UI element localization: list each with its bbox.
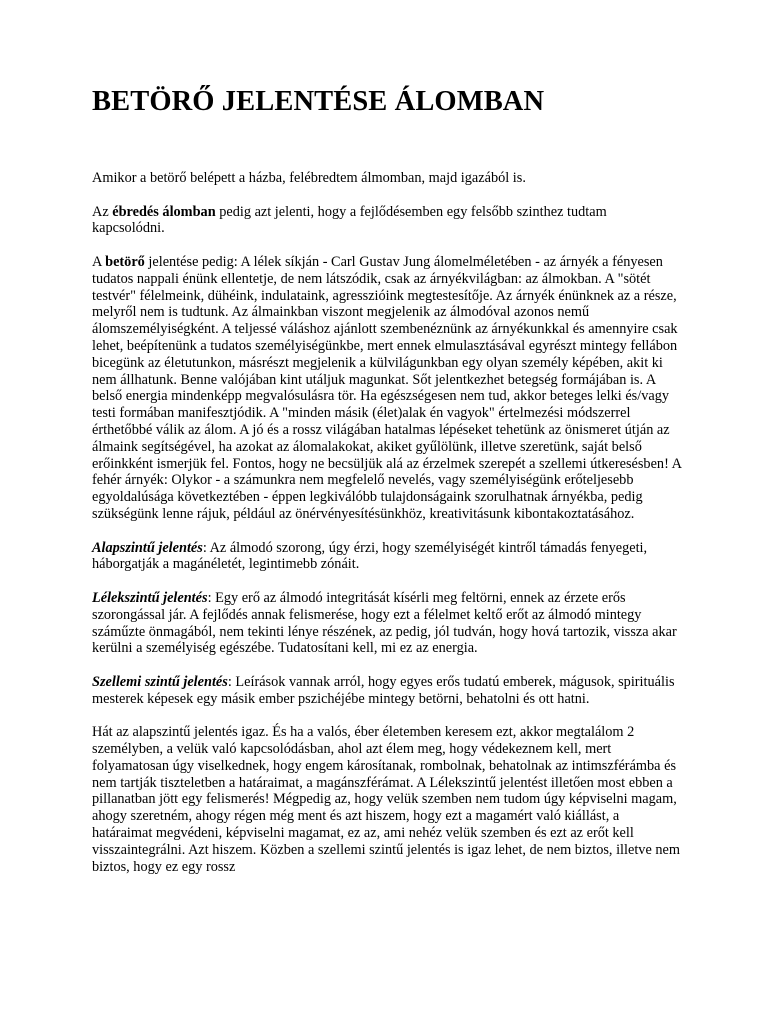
closing-paragraph: Hát az alapszintű jelentés igaz. És ha a valós, éber életemben keresem ezt, akkor megtalálom 2 személyben, a velük való kapcsolódásban, ahol azt élem meg, hogy védekeznem kell, mert folyamatosan úgy viselkednek, hogy engem károsítanak, rombolnak, behatolnak az intimszférámba és nem tartják tiszteletben a határaimat, a magánszférámat. A Lélekszintű jelentést illetően most ebben a pillanatban jött egy felismerés! Mégpedig az, hogy velük szemben nem tudom úgy képviselni magam, ahogy szeretném, ahogy régen még ment és azt hiszem, hogy ezt a magamért való kiállást, a határaimat megvédeni, képviselni magamat, ez az, ami nehéz velük szemben és ezt az erőt kell visszaintegrálni. Azt hiszem. Közben a szellemi szintű jelentés is igaz lehet, de nem biztos, illetve nem biztos, hogy ez egy rossz [92, 724, 680, 875]
spirit-meaning-paragraph [92, 674, 682, 708]
awakening-term: ébredés álomban [112, 203, 216, 220]
awakening-paragraph [92, 204, 682, 238]
burglar-term: betörő [105, 253, 145, 270]
page-title: BETÖRŐ JELENTÉSE ÁLOMBAN [92, 86, 545, 117]
spirit-meaning-text: : Leírások vannak arról, hogy egyes erős tudatú emberek, mágusok, spirituális mesterek képesek egy másik ember pszichéjébe mintegy betörni, behatolni és ott hatni. [92, 673, 675, 707]
basic-meaning-term: Alapszintű jelentés [92, 539, 203, 556]
basic-meaning-text: : Az álmodó szorong, úgy érzi, hogy személyiségét kintről támadás fenyegeti, háborgatják a magánéletét, legintimebb zónáit. [92, 539, 648, 573]
intro-paragraph: Amikor a betörő belépett a házba, felébredtem álmomban, majd igazából is. [92, 170, 526, 186]
burglar-pre: A [92, 253, 106, 270]
soul-meaning-text: : Egy erő az álmodó integritását kísérli meg feltörni, ennek az érzete erős szorongással jár. A fejlődés annak felismerése, hogy ezt a félelmet keltő erőt az álmodó mintegy száműzte önmagából, nem tekinti lénye részének, az pedig, jól tudván, hogy hová tartozik, vissza akar kerülni a személyiség egészébe. Tudatosítani kell, mi ez az energia. [92, 589, 677, 657]
soul-meaning-paragraph [92, 590, 682, 657]
burglar-text: jelentése pedig: A lélek síkján - Carl Gustav Jung álomelméletében - az árnyék a fényesen tudatos nappali énünk ellentetje, de nem látszódik, csak az árnyékvilágban: az álmokban. A "sötét testvér" félelmeink, dühéink, indulataink, agresszióink megtestesítője. Az árnyék énünknek az a része, melyről nem is tudtunk. Az álmainkban viszont megjelenik az álmodóval azonos nemű álomszemélyiségként. A teljessé váláshoz ajánlott szembenéznünk az árnyékunkkal és amennyire csak lehet, beépítenünk a tudatos személyiségünkbe, mert ennek elmulasztásával egyrészt mintegy fellábon bicegünk az életutunkon, másrészt megjelenik a külvilágunkban egy olyan személy képében, akit ki nem állhatunk. Benne valójában kint utáljuk magunkat. Sőt jelentkezhet betegség formájában is. A belső energia mindenképp megvalósulásra tör. Ha egészségesen nem tud, akkor beteges lelki és/vagy testi formában manifesztjódik. A "minden másik (élet)alak én vagyok" értelmezési módszerrel érthetőbbé válik az álom. A jó és a rossz világában hatalmas lépéseket tehetünk az önismeret útján az álmaink segítségével, ha azokat az álomalakokat, akiket gyűlölünk, illetve szeretünk, saját belső erőinkként ismerjük fel. Fontos, hogy ne becsüljük alá az érzelmek szerepét a szellemi útkeresésben! A fehér árnyék: Olykor - a számunkra nem megfelelő nevelés, vagy személyiségünk erőteljesebb egyoldalúsága következtében - éppen legkiválóbb tulajdonságaink szorulhatnak árnyékba, pedig szükségünk lenne rájuk, például az önérvényesítésünkhöz, kreativitásunk kibontakoztatásához. [92, 253, 682, 522]
awakening-text: pedig azt jelenti, hogy a fejlődésemben egy felsőbb szinthez tudtam kapcsolódni. [92, 203, 607, 237]
spirit-meaning-term: Szellemi szintű jelentés [92, 673, 228, 690]
document-body [92, 170, 682, 892]
basic-meaning-paragraph [92, 540, 682, 574]
soul-meaning-term: Lélekszintű jelentés [92, 589, 208, 606]
burglar-paragraph [92, 254, 682, 523]
awakening-pre: Az [92, 203, 113, 220]
